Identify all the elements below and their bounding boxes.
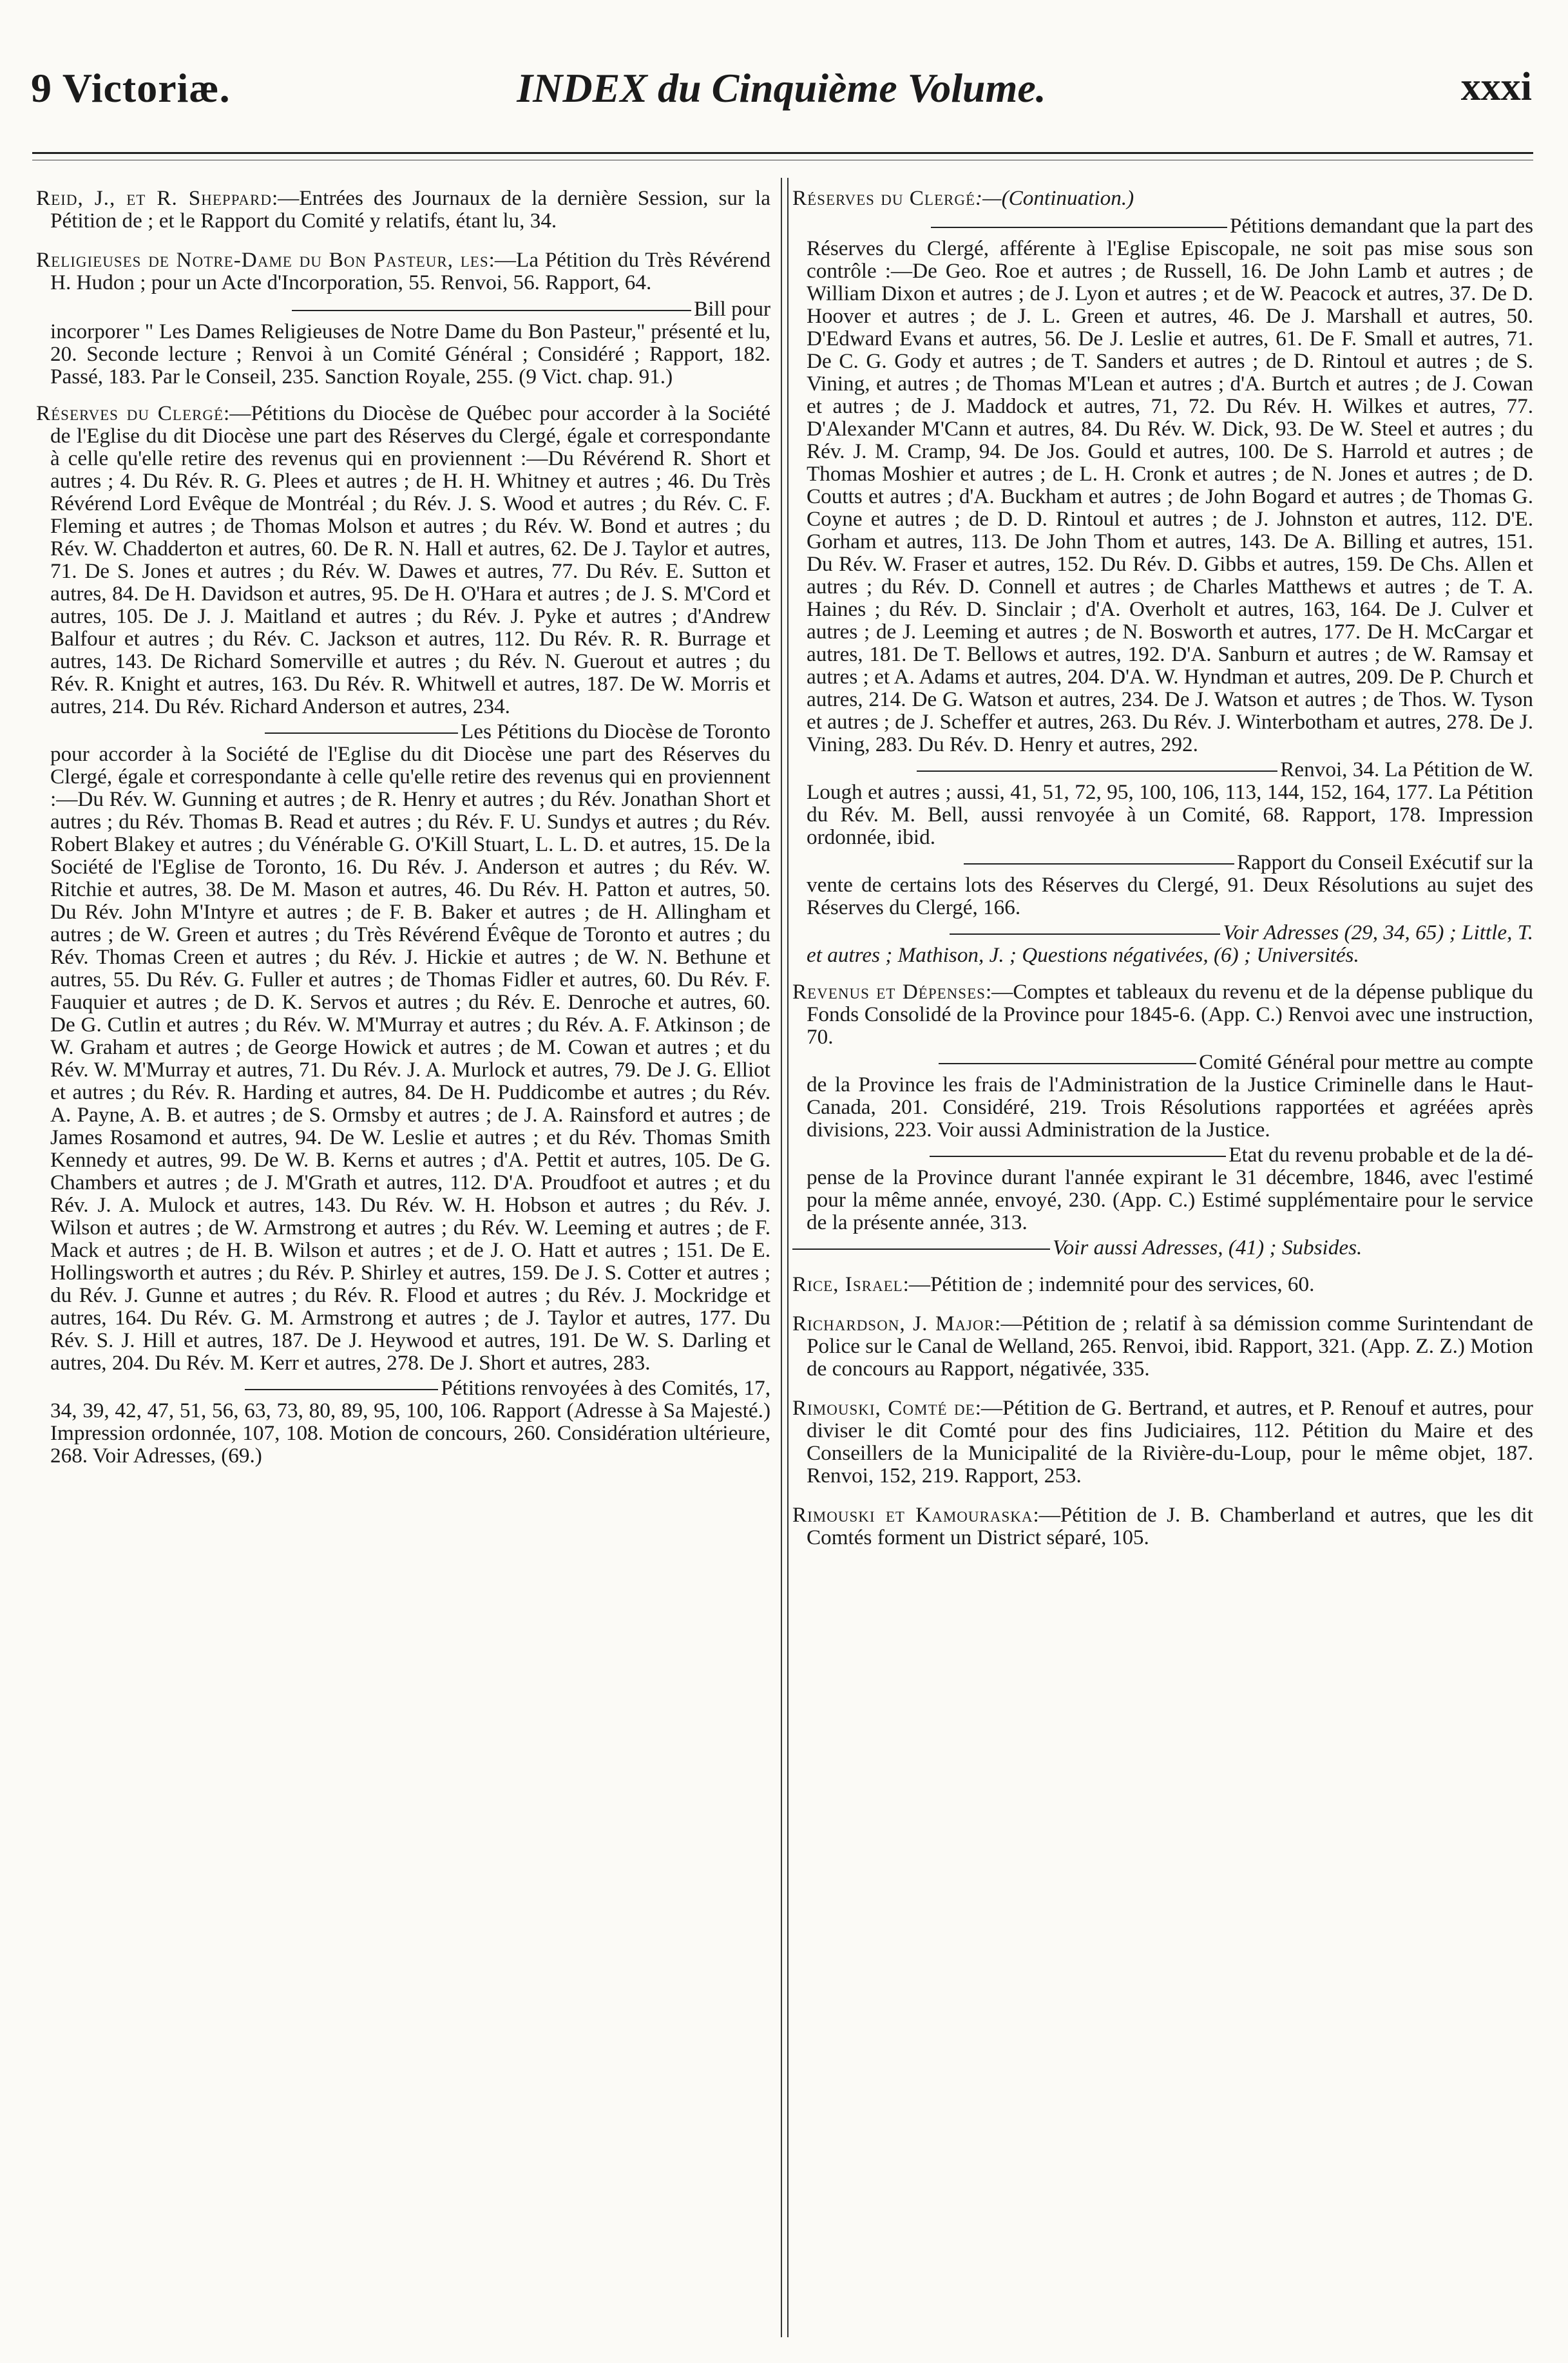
sub-entry-text: pense de la Province durant l'année expirant le 31 décembre, 1846, avec l'estimé pour la même année, envoyé, 230. (App. C.) Estimé supplémentaire pour le service de la présente année, 313. bbox=[807, 1165, 1533, 1234]
sub-entry-etat bbox=[792, 1143, 1533, 1234]
entry-text: :—Comptes et tableaux du revenu et de la dépense publique du Fonds Consolidé de la Province pour 1845-6. (App. C.) Renvoi avec une instruction, 70. bbox=[807, 980, 1533, 1049]
entry-text: :—La Pétition du Très Révérend H. Hudon ; pour un Acte d'Incorporation, 55. Renvoi, 56. Rapport, 64. bbox=[50, 248, 770, 294]
index-entry-rice bbox=[792, 1273, 1533, 1296]
entry-text: :—Pétition de ; indemnité pour des services, 60. bbox=[903, 1272, 1315, 1296]
sub-entry-lead: Rapport du Conseil Exécutif sur la bbox=[792, 851, 1533, 874]
entry-text: :—Entrées des Journaux de la dernière Session, sur la Pétition de ; et le Rapport du Comité y relatifs, étant lu, 34. bbox=[50, 186, 770, 233]
right-column bbox=[792, 187, 1533, 1565]
index-entry-reserves-cont bbox=[792, 187, 1533, 209]
entry-heading: Reid, J., et R. Sheppard bbox=[36, 186, 272, 210]
sub-entry-text: pour accorder à la Société de l'Eglise du dit Diocèse une part des Réserves du Clergé, égale et correspondante à celle qu'elle retire des revenus qui en proviennent :—Du Rév. W. Gunning et autres ; de R. Henry et autres ; du Rév. Jonathan Short et autres ; du Rév. Thomas B. Read et autres ; du Rév. F. U. Sundys et autres ; du Rév. Robert Blakey et autres ; du Vénérable G. O'Kill Stuart, L. L. D. et autres, 15. De la Société de l'Eglise de Toronto, 16. Du Rév. J. Anderson et autres ; du Rév. W. Ritchie et autres, 38. De M. Mason et autres, 46. Du Rév. H. Patton et autres, 50. Du Rév. John M'Intyre et autres ; de F. B. Baker et autres ; de H. Allingham et autres ; de W. Green et autres ; du Très Révérend Évêque de Toronto et autres ; du Rév. Thomas Creen et autres ; du Rév. J. Hickie et autres ; de W. N. Bethune et autres, 55. Du Rév. G. Fuller et autres ; de Thomas Fidler et autres, 60. Du Rév. F. Fauquier et autres ; de D. K. Servos et autres ; du Rév. E. Denroche et autres, 60. De G. Cutlin et autres ; du Rév. W. M'Murray et autres ; du Rév. A. F. Atkinson ; de W. Graham et autres ; de George Howick et autres ; de M. Cowan et autres ; et du Rév. W. M'Murray et autres, 71. Du Rév. J. A. Murlock et autres, 79. De J. G. Elliot et autres ; du Rév. R. Harding et autres, 84. De H. Puddicombe et autres ; du Rév. A. Payne, A. B. et autres ; de S. Ormsby et autres ; de J. A. Rainsford et autres ; de James Rosamond et autres, 94. De W. Leslie et autres ; et du Rév. Thomas Smith Kennedy et autres, 99. De W. B. Kerns et autres ; d'A. Pettit et autres, 105. De G. Chambers et autres ; de J. M'Grath et autres, 112. D'A. Proudfoot et autres ; et du Rév. J. A. Mulock et autres, 143. Du Rév. W. H. Hobson et autres ; du Rév. J. Wilson et autres ; de W. Armstrong et autres ; du Rév. W. Leeming et autres ; de F. Mack et autres ; de H. B. Wilson et autres ; et de J. O. Hatt et autres ; 151. De E. Hollingsworth et autres ; du Rév. P. Shirley et autres, 159. De J. S. Cotter et autres ; du Rév. J. Gunne et autres ; du Rév. R. Flood et autres ; du Rév. J. Mockridge et autres, 164. Du Rév. G. M. Armstrong et autres ; de J. Taylor et autres, 177. Du Rév. S. J. Hill et autres, 187. De J. Heywood et autres, 191. De W. S. Darling et autres, 204. Du Rév. M. Kerr et autres, 278. De J. Short et autres, 283. bbox=[50, 742, 770, 1375]
sub-entry-text: Lough et autres ; aussi, 41, 51, 72, 95, 100, 106, 113, 144, 152, 164, 177. La Pétition du Rév. M. Bell, aussi renvoyée à un Comité, 68. Rapport, 178. Impression ordonnée, ibid. bbox=[807, 780, 1533, 849]
index-entry-religieuses bbox=[36, 249, 770, 294]
index-entry-reid bbox=[36, 187, 770, 232]
sub-entry-text: de la Province les frais de l'Administration de la Justice Criminelle dans le Haut-Canada, 201. Considéré, 219. Trois Résolutions rapportées et agréées après divisions, 223. Voir aussi Administration de la Justice. bbox=[807, 1073, 1533, 1142]
left-column bbox=[36, 187, 770, 1481]
sub-entry-text: incorporer " Les Dames Religieuses de Notre Dame du Bon Pasteur," présenté et lu, 20. Seconde lecture ; Renvoi à un Comité Général ; Considéré ; Rapport, 182. Passé, 183. Par le Conseil, 235. Sanction Royale, 255. (9 Vict. chap. 91.) bbox=[50, 320, 770, 388]
entry-heading: Religieuses de Notre-Dame du Bon Pasteur, les bbox=[36, 248, 489, 272]
entry-text: :—Pétition de ; relatif à sa démission comme Surintendant de Police sur le Canal de Welland, 265. Renvoi, ibid. Rapport, 321. (App. Z. Z.) Motion de concours au Rapport, négativée, 335. bbox=[807, 1312, 1533, 1381]
sub-entry-toronto bbox=[36, 720, 770, 1374]
sub-entry-lead: Voir aussi Adresses, (41) ; Subsides. bbox=[792, 1236, 1533, 1259]
entry-heading: Richardson, J. Major bbox=[792, 1312, 995, 1335]
index-entry-richardson bbox=[792, 1312, 1533, 1380]
header-page-number: xxxi bbox=[1460, 65, 1532, 109]
entry-heading: Revenus et Dépenses bbox=[792, 980, 986, 1004]
sub-entry-rapport bbox=[792, 851, 1533, 919]
index-entry-revenus bbox=[792, 981, 1533, 1048]
sub-entry-lead: Pétitions renvoyées à des Comités, 17, bbox=[36, 1377, 770, 1399]
entry-heading: Rimouski, Comté de bbox=[792, 1396, 975, 1420]
sub-entry-lead: Voir Adresses (29, 34, 65) ; Little, T. bbox=[792, 921, 1533, 944]
sub-entry-voir-aussi bbox=[792, 1236, 1533, 1259]
header-rule bbox=[32, 152, 1533, 154]
index-entry-rimouski bbox=[792, 1397, 1533, 1487]
column-divider bbox=[787, 178, 789, 2337]
sub-entry-lead: Les Pétitions du Diocèse de Toronto bbox=[36, 720, 770, 743]
sub-entry-episcopale bbox=[792, 215, 1533, 756]
index-entry-reserves bbox=[36, 402, 770, 718]
sub-entry-lead: Renvoi, 34. La Pétition de W. bbox=[792, 758, 1533, 781]
sub-entry-text: 34, 39, 42, 47, 51, 56, 63, 73, 80, 89, 95, 100, 106. Rapport (Adresse à Sa Majesté.) Impression ordonnée, 107, 108. Motion de concours, 260. Considération ultérieure, 268. Voir Adresses, (69.) bbox=[50, 1399, 770, 1468]
index-entry-rimouski-kamouraska bbox=[792, 1504, 1533, 1549]
sub-entry-lead: Bill pour bbox=[36, 298, 770, 320]
header-title: INDEX du Cinquième Volume. bbox=[517, 65, 1046, 111]
sub-entry-lead: Pétitions demandant que la part des bbox=[792, 215, 1533, 237]
sub-entry-renvoyees bbox=[36, 1377, 770, 1467]
sub-entry-comite bbox=[792, 1051, 1533, 1141]
sub-entry-renvoi bbox=[792, 758, 1533, 848]
entry-heading: Rimouski et Kamouraska bbox=[792, 1503, 1033, 1527]
sub-entry-voir bbox=[792, 921, 1533, 966]
sub-entry-bill bbox=[36, 298, 770, 388]
entry-text: :—Pétition de J. B. Chamberland et autres, que les dit Comtés forment un District séparé, 105. bbox=[807, 1503, 1533, 1549]
entry-heading: Réserves du Clergé bbox=[792, 186, 976, 210]
entry-text: :—Pétition de G. Bertrand, et autres, et P. Renouf et autres, pour diviser le dit Comté pour des fins Judiciaires, 112. Pétition du Maire et des Conseillers de la Municipalité de la Rivière-du-Loup, pour le même objet, 187. Renvoi, 152, 219. Rapport, 253. bbox=[807, 1396, 1533, 1488]
sub-entry-text: Réserves du Clergé, afférente à l'Eglise Episcopale, ne soit pas mise sous son contrôle :—De Geo. Roe et autres ; de Russell, 16. De John Lamb et autres ; de William Dixon et autres ; de J. Lyon et autres ; et de W. Peacock et autres, 37. De D. Hoover et autres ; de J. L. Green et autres, 46. De J. Marshall et autres, 50. D'Edward Evans et autres, 56. De J. Leslie et autres, 61. De F. Small et autres, 71. De C. G. Gody et autres ; de T. Sanders et autres ; de D. Rintoul et autres ; de S. Vining, et autres ; de Thomas M'Lean et autres ; d'A. Burtch et autres ; de J. Cowan et autres ; de J. Maddock et autres, 71, 72. Du Rév. H. Wilkes et autres, 77. D'Alexander M'Cann et autres, 84. Du Rév. W. Dick, 93. De W. Steel et autres ; du Rév. J. M. Cramp, 94. De Jos. Gould et autres, 100. De S. Harrold et autres ; de Thomas Moshier et autres ; de L. H. Cronk et autres ; de N. Jones et autres ; de D. Coutts et autres ; d'A. Buckham et autres ; de John Bogard et autres ; de Thomas G. Coyne et autres ; de D. D. Rintoul et autres ; de J. Johnston et autres, 112. D'E. Gorham et autres, 113. De John Thom et autres, 143. De A. Billing et autres, 151. Du Rév. W. Fraser et autres, 152. Du Rév. D. Gibbs et autres, 159. De Chs. Allen et autres ; du Rév. D. Connell et autres ; de Charles Matthews et autres ; de T. A. Haines ; du Rév. D. Sinclair ; d'A. Overholt et autres, 163, 164. De J. Culver et autres ; de J. Leeming et autres ; de N. Bosworth et autres, 177. De H. McCargar et autres, 181. De T. Bellows et autres, 192. D'A. Sanburn et autres ; de W. Ramsay et autres ; et A. Adams et autres, 204. D'A. W. Hyndman et autres, 209. De P. Church et autres, 214. De G. Watson et autres, 234. De J. Watson et autres ; de Thos. W. Tyson et autres ; de J. Scheffer et autres, 263. Du Rév. J. Winterbotham et autres, 278. De J. Vining, 283. Du Rév. D. Henry et autres, 292. bbox=[807, 236, 1533, 756]
sub-entry-text: et autres ; Mathison, J. ; Questions négativées, (6) ; Universités. bbox=[807, 943, 1359, 967]
sub-entry-lead: Etat du revenu probable et de la dé- bbox=[792, 1143, 1533, 1166]
entry-text: :—Pétitions du Diocèse de Québec pour accorder à la Société de l'Eglise du dit Diocèse une part des Réserves du Clergé, égale et correspondante à celle qu'elle retire des revenus qui en proviennent :—Du Révérend R. Short et autres ; 4. Du Rév. R. G. Plees et autres ; de H. H. Whitney et autres ; 46. Du Très Révérend Lord Evêque de Montréal ; du Rév. J. S. Wood et autres ; du Rév. C. F. Fleming et autres ; de Thomas Molson et autres ; du Rév. W. Bond et autres ; du Rév. W. Chadderton et autres, 60. De R. N. Hall et autres, 62. De J. Taylor et autres, 71. De S. Jones et autres ; du Rév. W. Dawes et autres, 77. Du Rév. E. Sutton et autres, 84. De H. Davidson et autres, 95. De H. O'Hara et autres ; de J. S. M'Cord et autres, 105. De J. J. Maitland et autres ; du Rév. J. Pyke et autres ; d'Andrew Balfour et autres ; du Rév. C. Jackson et autres, 112. Du Rév. R. R. Burrage et autres, 143. De Richard Somerville et autres ; du Rév. N. Guerout et autres ; du Rév. R. Knight et autres, 163. Du Rév. R. Whitwell et autres, 187. De W. Morris et autres, 214. Du Rév. Richard Anderson et autres, 234. bbox=[50, 401, 771, 718]
sub-entry-text: vente de certains lots des Réserves du Clergé, 91. Deux Résolutions au sujet des Réserves du Clergé, 166. bbox=[807, 873, 1533, 919]
sub-entry-lead: Comité Général pour mettre au compte bbox=[792, 1051, 1533, 1073]
page-header bbox=[31, 64, 1532, 122]
entry-heading: Rice, Israel bbox=[792, 1272, 903, 1296]
column-divider bbox=[781, 178, 782, 2337]
entry-text: :—(Continuation.) bbox=[975, 186, 1134, 210]
entry-heading: Réserves du Clergé bbox=[36, 401, 224, 425]
header-regnal-year: 9 Victoriæ. bbox=[31, 65, 231, 111]
